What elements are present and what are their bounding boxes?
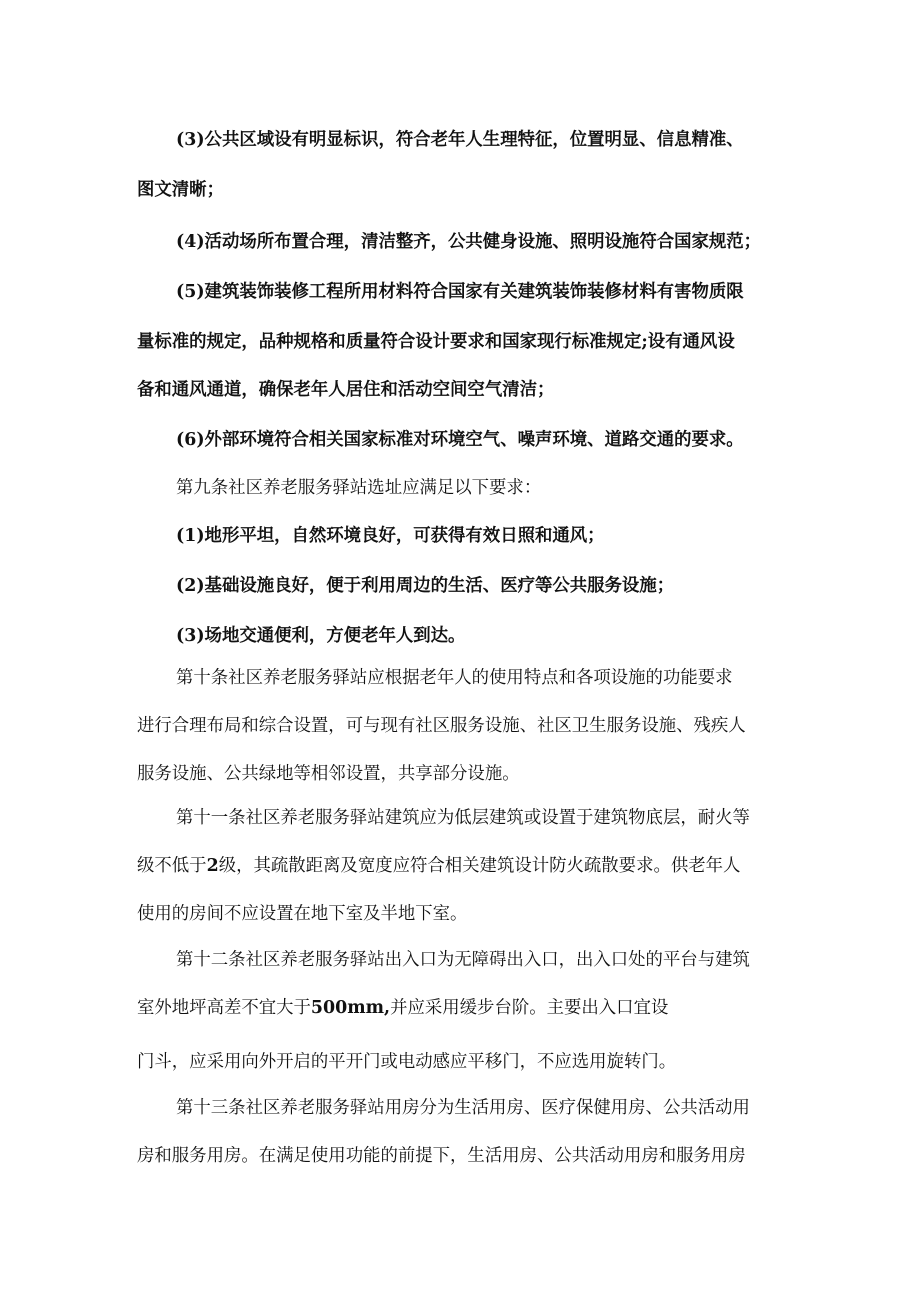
article-12-cont: 门斗，应采用向外开启的平开门或电动感应平移门，不应选用旋转门。	[137, 1052, 677, 1072]
text-run: 级，其疏散距离及宽度应符合相关建筑设计防火疏散要求。供老年人	[218, 856, 741, 876]
article-9-item-3: (3)场地交通便利，方便老年人到达。	[176, 626, 466, 646]
article-13-cont: 房和服务用房。在满足使用功能的前提下，生活用房、公共活动用房和服务用房	[137, 1146, 746, 1166]
text-run: 级不低于	[137, 856, 207, 876]
article-13: 第十三条社区养老服务驿站用房分为生活用房、医疗保健用房、公共活动用	[176, 1098, 750, 1118]
clause-item-5-cont: 量标准的规定，品种规格和质量符合设计要求和国家现行标准规定;设有通风设	[137, 332, 735, 352]
article-11: 第十一条社区养老服务驿站建筑应为低层建筑或设置于建筑物底层，耐火等	[176, 808, 750, 828]
text-run-bold: 500mm,	[310, 998, 391, 1018]
clause-item-3: (3)公共区域设有明显标识，符合老年人生理特征，位置明显、信息精准、	[176, 130, 744, 150]
clause-item-5-cont: 备和通风通道，确保老年人居住和活动空间空气清洁；	[137, 380, 555, 400]
article-9-item-1: (1)地形平坦，自然环境良好，可获得有效日照和通风；	[176, 526, 605, 546]
article-10: 第十条社区养老服务驿站应根据老年人的使用特点和各项设施的功能要求	[176, 668, 733, 688]
text-run: 室外地坪高差不宜大于	[137, 998, 311, 1018]
article-11-cont	[137, 854, 920, 878]
article-11-cont: 使用的房间不应设置在地下室及半地下室。	[137, 904, 468, 924]
clause-item-5: (5)建筑装饰装修工程所用材料符合国家有关建筑装饰装修材料有害物质限	[176, 282, 744, 302]
article-12: 第十二条社区养老服务驿站出入口为无障碍出入口，出入口处的平台与建筑	[176, 950, 750, 970]
article-12-cont	[137, 996, 920, 1020]
text-run: 并应采用缓步台阶。主要出入口宜设	[390, 998, 669, 1018]
clause-item-6: (6)外部环境符合相关国家标准对环境空气、噪声环境、道路交通的要求。	[176, 430, 744, 450]
clause-item-4: (4)活动场所布置合理，清洁整齐，公共健身设施、照明设施符合国家规范；	[176, 232, 762, 252]
text-run-bold: 2	[206, 856, 219, 876]
article-10-cont: 进行合理布局和综合设置，可与现有社区服务设施、社区卫生服务设施、残疾人	[137, 716, 746, 736]
clause-item-3-cont: 图文清晰；	[137, 180, 224, 200]
article-9: 第九条社区养老服务驿站选址应满足以下要求：	[176, 478, 542, 498]
article-10-cont: 服务设施、公共绿地等相邻设置，共享部分设施。	[137, 764, 520, 784]
article-9-item-2: (2)基础设施良好，便于利用周边的生活、医疗等公共服务设施；	[176, 576, 675, 596]
